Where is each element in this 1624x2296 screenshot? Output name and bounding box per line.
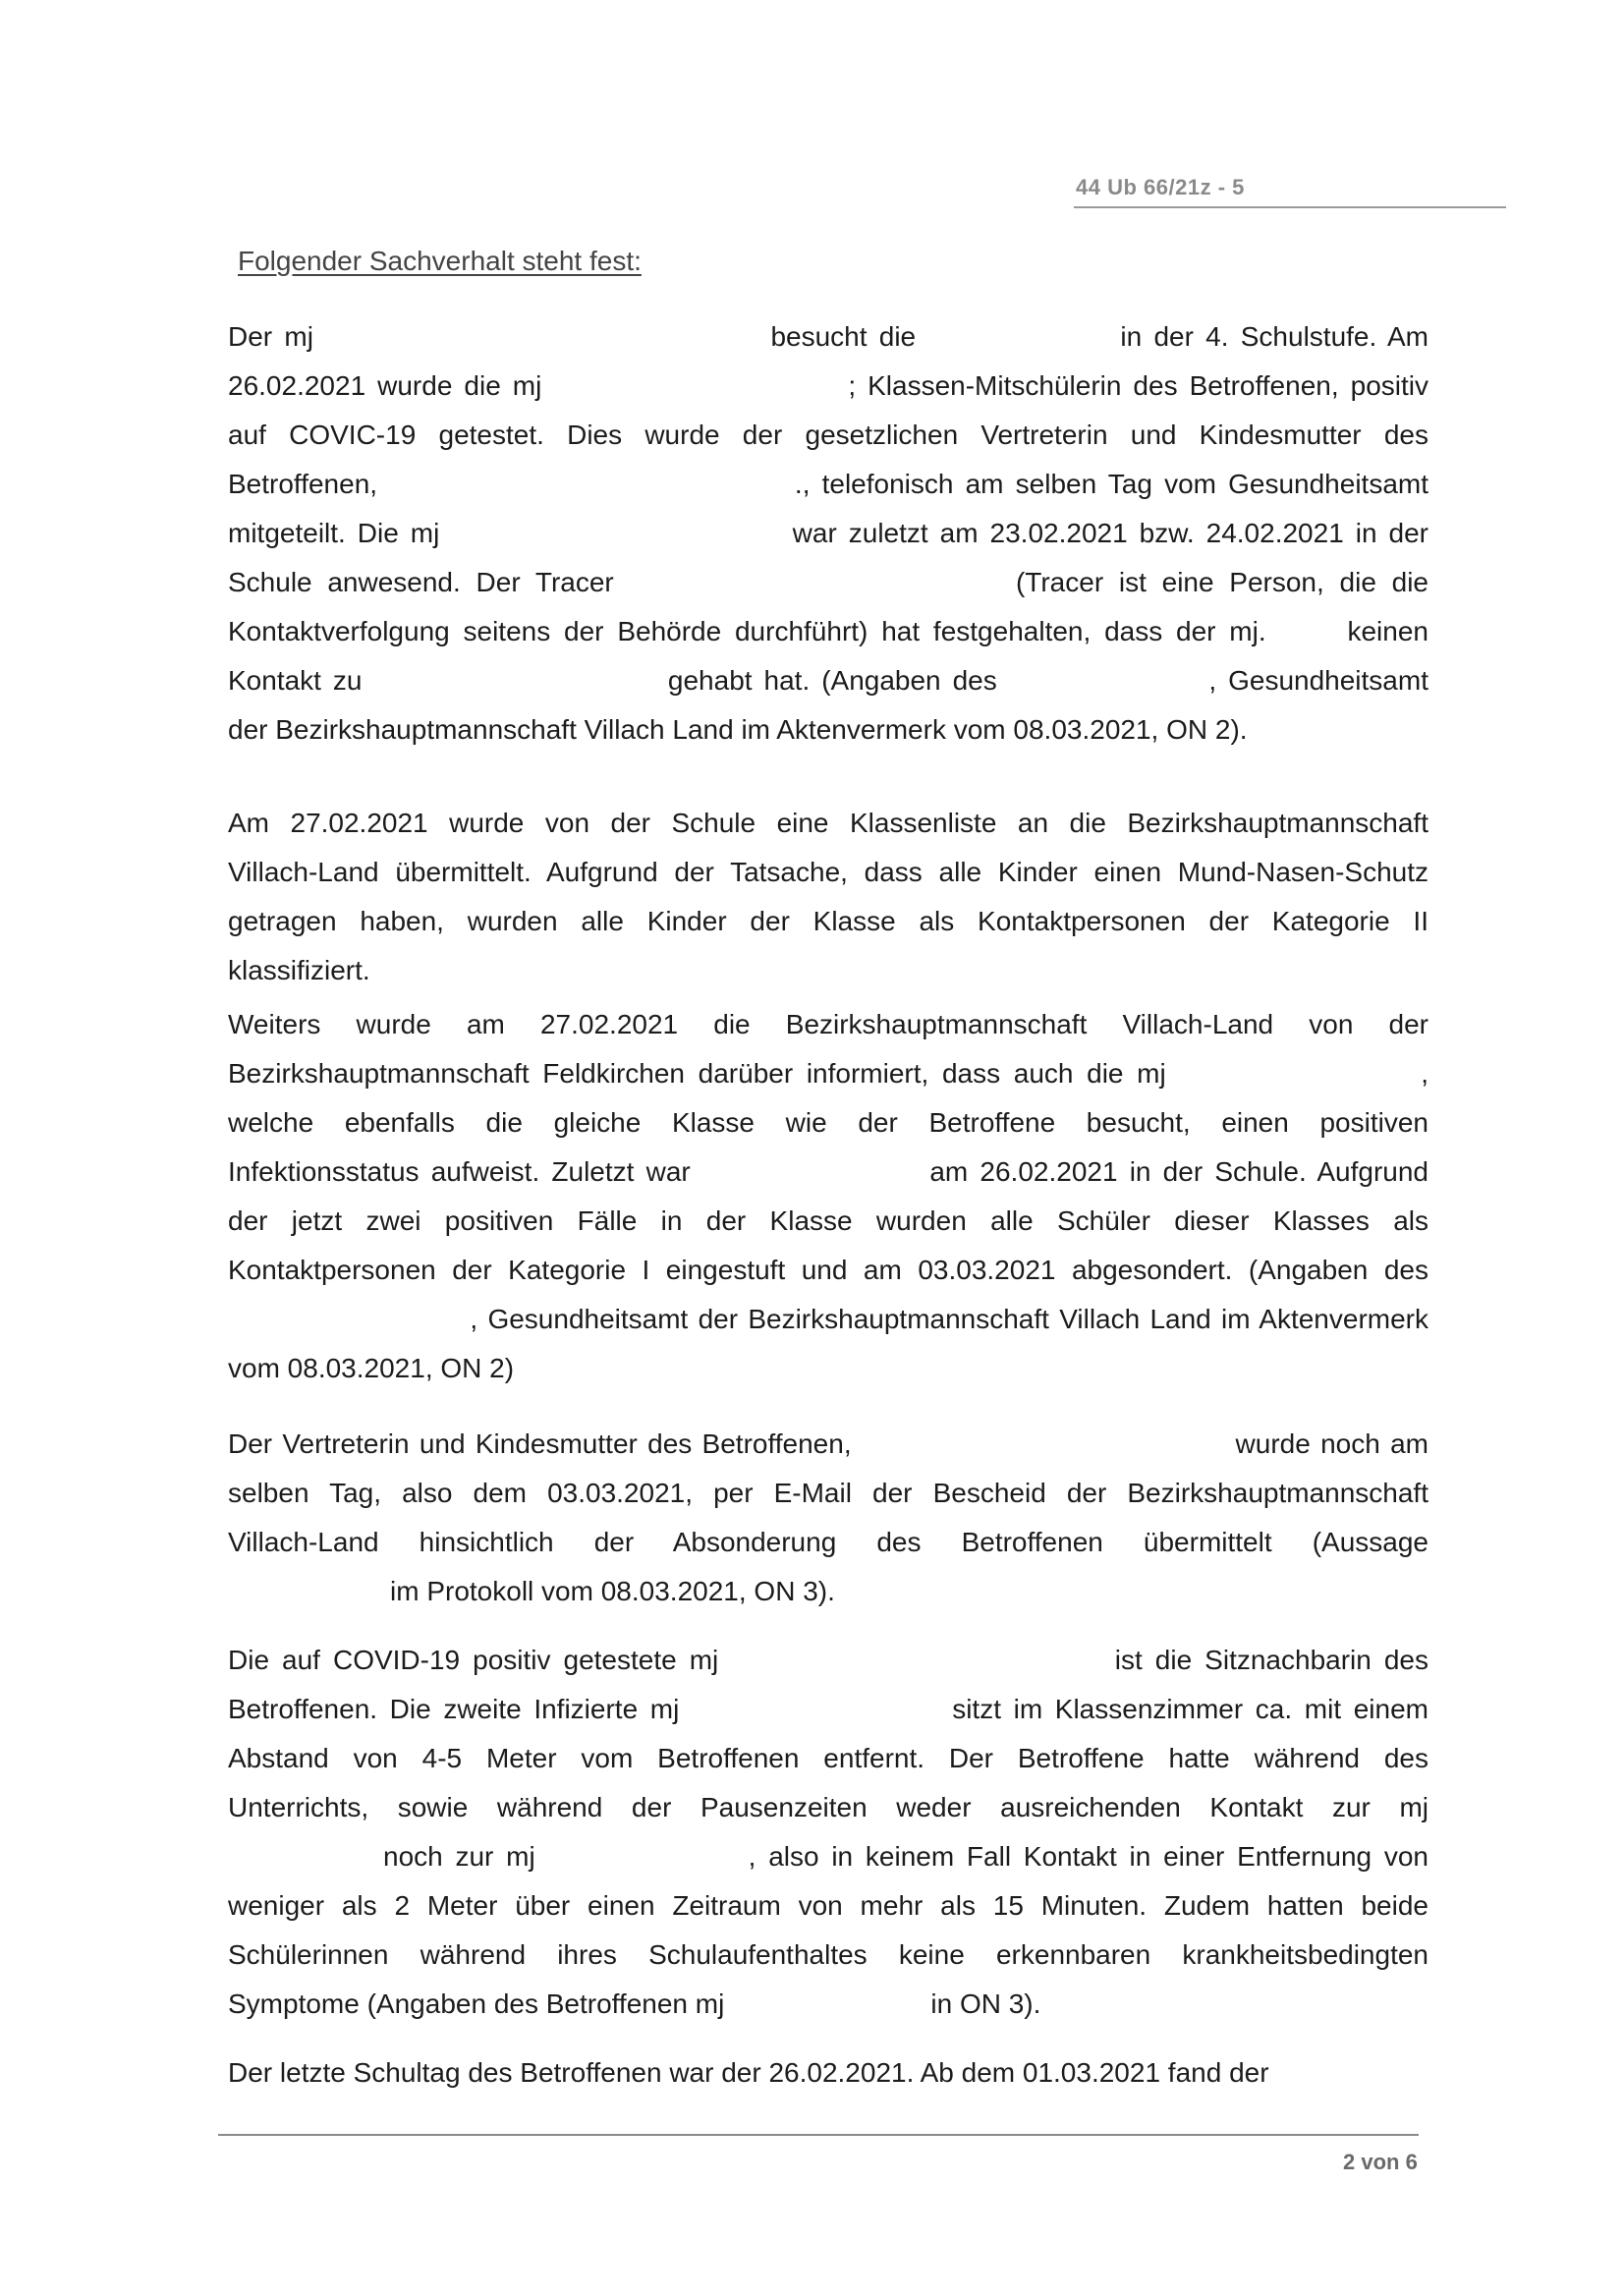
text-line: Symptome (Angaben des Betroffenen mj in ON 3).: [228, 1988, 1041, 2019]
page-number: 2 von 6: [1343, 2150, 1418, 2174]
text-line: Bezirkshauptmannschaft Feldkirchen darüber informiert, dass auch die mj ,: [228, 1058, 1428, 1089]
text-line: Villach-Land hinsichtlich der Absonderung des Betroffenen übermittelt (Aussage: [228, 1527, 1428, 1557]
text-line: 26.02.2021 wurde die mj ; Klassen-Mitschülerin des Betroffenen, positiv: [228, 370, 1428, 401]
paragraph-2: [228, 799, 1428, 995]
text-line: mitgeteilt. Die mj war zuletzt am 23.02.2021 bzw. 24.02.2021 in der: [228, 518, 1428, 548]
paragraph-4: [228, 1420, 1428, 1616]
text-line: Betroffenen, ., telefonisch am selben Tag vom Gesundheitsamt: [228, 469, 1428, 499]
text-line: auf COVIC-19 getestet. Dies wurde der gesetzlichen Vertreterin und Kindesmutter des: [228, 420, 1428, 450]
text-line: Infektionsstatus aufweist. Zuletzt war am 26.02.2021 in der Schule. Aufgrund: [228, 1156, 1428, 1187]
text-line: Villach-Land übermittelt. Aufgrund der Tatsache, dass alle Kinder einen Mund-Nasen-Schutz: [228, 857, 1428, 887]
text-line: weniger als 2 Meter über einen Zeitraum von mehr als 15 Minuten. Zudem hatten beide: [228, 1890, 1428, 1921]
text-line: selben Tag, also dem 03.03.2021, per E-Mail der Bescheid der Bezirkshauptmannschaft: [228, 1478, 1428, 1508]
header-rule: [1074, 206, 1506, 208]
text-line: im Protokoll vom 08.03.2021, ON 3).: [390, 1576, 835, 1606]
text-line: der Bezirkshauptmannschaft Villach Land im Aktenvermerk vom 08.03.2021, ON 2).: [228, 714, 1248, 745]
paragraph-5: [228, 1636, 1428, 2029]
paragraph-3: [228, 1000, 1428, 1393]
text-line: vom 08.03.2021, ON 2): [228, 1353, 515, 1383]
text-line: Schule anwesend. Der Tracer (Tracer ist eine Person, die die: [228, 567, 1428, 597]
paragraph-1: [228, 312, 1428, 755]
text-line: Abstand von 4-5 Meter vom Betroffenen entfernt. Der Betroffene hatte während des: [228, 1743, 1428, 1773]
text-line: Der letzte Schultag des Betroffenen war der 26.02.2021. Ab dem 01.03.2021 fand der: [228, 2057, 1269, 2088]
text-line: Kontakt zu gehabt hat. (Angaben des , Gesundheitsamt: [228, 665, 1428, 696]
text-line: Kontaktverfolgung seitens der Behörde durchführt) hat festgehalten, dass der mj. keinen: [228, 616, 1428, 646]
text-line: klassifiziert.: [228, 955, 370, 985]
text-line: der jetzt zwei positiven Fälle in der Klasse wurden alle Schüler dieser Klasses als: [228, 1205, 1428, 1236]
text-line: Unterrichts, sowie während der Pausenzeiten weder ausreichenden Kontakt zur mj: [228, 1792, 1428, 1822]
paragraph-6: [228, 2048, 1428, 2098]
section-heading: Folgender Sachverhalt steht fest:: [238, 246, 642, 276]
text-line: Am 27.02.2021 wurde von der Schule eine Klassenliste an die Bezirkshauptmannschaft: [228, 808, 1428, 838]
footer-rule: [218, 2134, 1419, 2136]
text-line: Betroffenen. Die zweite Infizierte mj sitzt im Klassenzimmer ca. mit einem: [228, 1694, 1428, 1724]
text-line: Weiters wurde am 27.02.2021 die Bezirkshauptmannschaft Villach-Land von der: [228, 1009, 1428, 1039]
text-line: Die auf COVID-19 positiv getestete mj ist die Sitznachbarin des: [228, 1645, 1428, 1675]
text-line: welche ebenfalls die gleiche Klasse wie der Betroffene besucht, einen positiven: [228, 1107, 1428, 1138]
text-line: Der Vertreterin und Kindesmutter des Betroffenen, wurde noch am: [228, 1428, 1428, 1459]
text-line: getragen haben, wurden alle Kinder der Klasse als Kontaktpersonen der Kategorie II: [228, 906, 1428, 936]
text-line: Schülerinnen während ihres Schulaufenthaltes keine erkennbaren krankheitsbedingten: [228, 1939, 1428, 1970]
case-reference: 44 Ub 66/21z - 5: [1076, 175, 1245, 199]
text-line: noch zur mj , also in keinem Fall Kontakt in einer Entfernung von: [383, 1841, 1428, 1872]
text-line: , Gesundheitsamt der Bezirkshauptmannschaft Villach Land im Aktenvermerk: [228, 1304, 1428, 1334]
text-line: Der mj besucht die in der 4. Schulstufe. Am: [228, 321, 1428, 352]
text-line: Kontaktpersonen der Kategorie I eingestuft und am 03.03.2021 abgesondert. (Angaben des: [228, 1255, 1428, 1285]
